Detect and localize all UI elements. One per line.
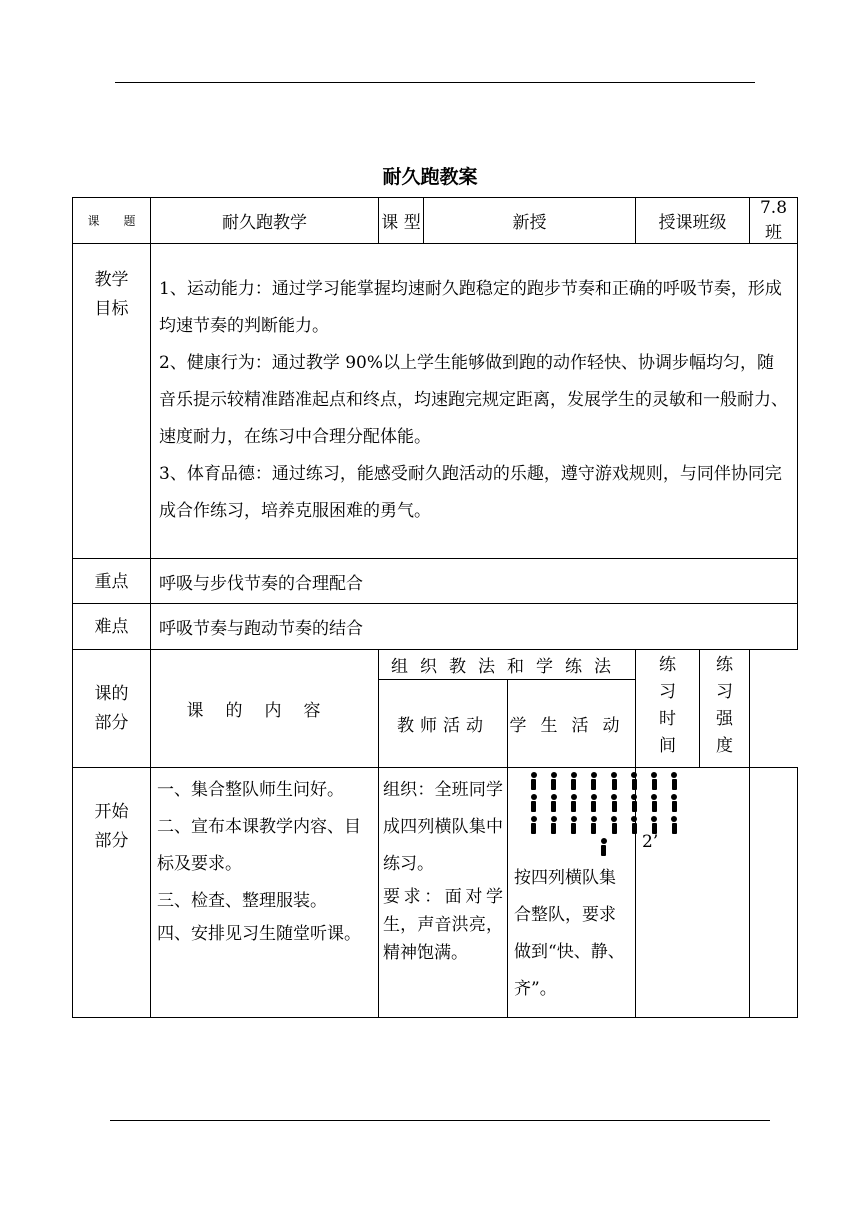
- type-value: 新授: [424, 198, 636, 244]
- intensity-column-header: [700, 650, 750, 768]
- student-figure-icon: [550, 794, 557, 812]
- content-item: 一、集合整队师生问好。: [157, 780, 344, 800]
- goal-item: 1、运动能力：通过学习能掌握均速耐久跑稳定的跑步节奏和正确的呼吸节奏，形成均速节奏的判断能力。: [159, 278, 782, 336]
- student-figure-icon: [590, 772, 597, 790]
- time-column-header: [636, 650, 700, 768]
- student-figure-icon: [631, 772, 638, 790]
- student-figure-icon: [570, 772, 577, 790]
- difficulty-row: [73, 604, 798, 650]
- time-header-char: 练: [659, 655, 676, 675]
- start-time-cell: 2’: [636, 768, 750, 1018]
- part-column-label: 课的部分: [94, 683, 129, 733]
- student-figure-icon: [631, 816, 638, 834]
- intensity-header-char: 强: [716, 709, 733, 729]
- key-point-label: 重点: [73, 559, 151, 604]
- topic-value: 耐久跑教学: [151, 198, 379, 244]
- content-item: 四、安排见习生随堂听课。: [157, 924, 361, 944]
- teacher-requirement: 要求：面对学生，声音洪亮，精神饱满。: [383, 887, 503, 963]
- intensity-header-char: 度: [716, 736, 733, 756]
- topic-label: 课 题: [73, 198, 151, 244]
- student-figure-icon: [550, 816, 557, 834]
- student-figure-icon: [550, 772, 557, 790]
- teacher-column-header: 教师活动: [379, 680, 508, 768]
- time-header-char: 习: [659, 682, 676, 702]
- goals-label-cell: [73, 244, 151, 559]
- student-figure-icon: [611, 816, 618, 834]
- student-column-header: 学生活动: [508, 680, 636, 768]
- student-figure-icon: [651, 772, 658, 790]
- header-rule: [115, 82, 755, 83]
- teacher-organization: 组织：全班同学成四列横队集中练习。: [383, 780, 503, 874]
- student-figure-icon: [590, 816, 597, 834]
- goals-label: 教学目标: [94, 270, 129, 319]
- goals-row: [73, 244, 798, 559]
- student-figure-icon: [611, 794, 618, 812]
- key-point-value: 呼吸与步伐节奏的合理配合: [151, 559, 798, 604]
- method-column-header: 组织教法和学练法: [379, 650, 636, 680]
- student-figure-icon: [611, 772, 618, 790]
- time-header-char: 时: [659, 709, 676, 729]
- student-figure-icon: [671, 772, 678, 790]
- goal-item: 3、体育品德：通过练习，能感受耐久跑活动的乐趣，遵守游戏规则，与同伴协同完成合作练习，培养克服困难的勇气。: [159, 463, 782, 521]
- formation-row: [530, 794, 678, 812]
- formation-diagram: [514, 772, 629, 856]
- start-content-cell: [151, 768, 379, 1018]
- start-section-row: [73, 768, 798, 1018]
- intensity-header-char: 习: [716, 682, 733, 702]
- difficulty-label: 难点: [73, 604, 151, 650]
- start-part-label: 开始部分: [94, 802, 129, 851]
- class-label: 授课班级: [636, 198, 750, 244]
- content-column-header: [151, 650, 379, 768]
- content-item: 三、检查、整理服装。: [157, 891, 327, 911]
- student-figure-icon: [671, 794, 678, 812]
- teacher-figure-icon: [600, 838, 607, 856]
- content-item: 二、宣布本课教学内容、目标及要求。: [157, 817, 361, 874]
- goals-content: [151, 244, 798, 559]
- type-label: 课 型: [379, 198, 424, 244]
- student-figure-icon: [631, 794, 638, 812]
- part-column-header: [73, 650, 151, 768]
- start-part-cell: [73, 768, 151, 1018]
- student-figure-icon: [651, 794, 658, 812]
- student-figure-icon: [530, 772, 537, 790]
- intensity-header-char: 练: [716, 655, 733, 675]
- columns-header-row: [73, 650, 798, 680]
- student-activity-cell: [508, 768, 636, 1018]
- start-intensity-cell: [750, 768, 798, 1018]
- student-figure-icon: [671, 816, 678, 834]
- page-title: 耐久跑教案: [382, 166, 478, 188]
- goal-item: 2、健康行为：通过教学 90%以上学生能够做到跑的动作轻快、协调步幅均匀，随音乐提示较精准踏准起点和终点，均速跑完规定距离，发展学生的灵敏和一般耐力、速度耐力，在练习中合理分配体能。: [159, 352, 788, 447]
- time-header-char: 间: [659, 736, 676, 756]
- student-figure-icon: [570, 794, 577, 812]
- teacher-activity-cell: [379, 768, 508, 1018]
- header-row: [73, 198, 798, 244]
- footer-rule: [110, 1120, 770, 1121]
- formation-row: [530, 772, 678, 790]
- student-figure-icon: [530, 816, 537, 834]
- student-figure-icon: [590, 794, 597, 812]
- student-figure-icon: [530, 794, 537, 812]
- difficulty-value: 呼吸节奏与跑动节奏的结合: [151, 604, 798, 650]
- student-activity-text: 按四列横队集合整队，要求做到“快、静、齐”。: [514, 868, 625, 999]
- student-figure-icon: [570, 816, 577, 834]
- content-column-label: 课的内容: [186, 701, 343, 721]
- lesson-plan-table: [72, 197, 798, 1018]
- class-value: 7.8 班: [750, 198, 798, 244]
- key-point-row: [73, 559, 798, 604]
